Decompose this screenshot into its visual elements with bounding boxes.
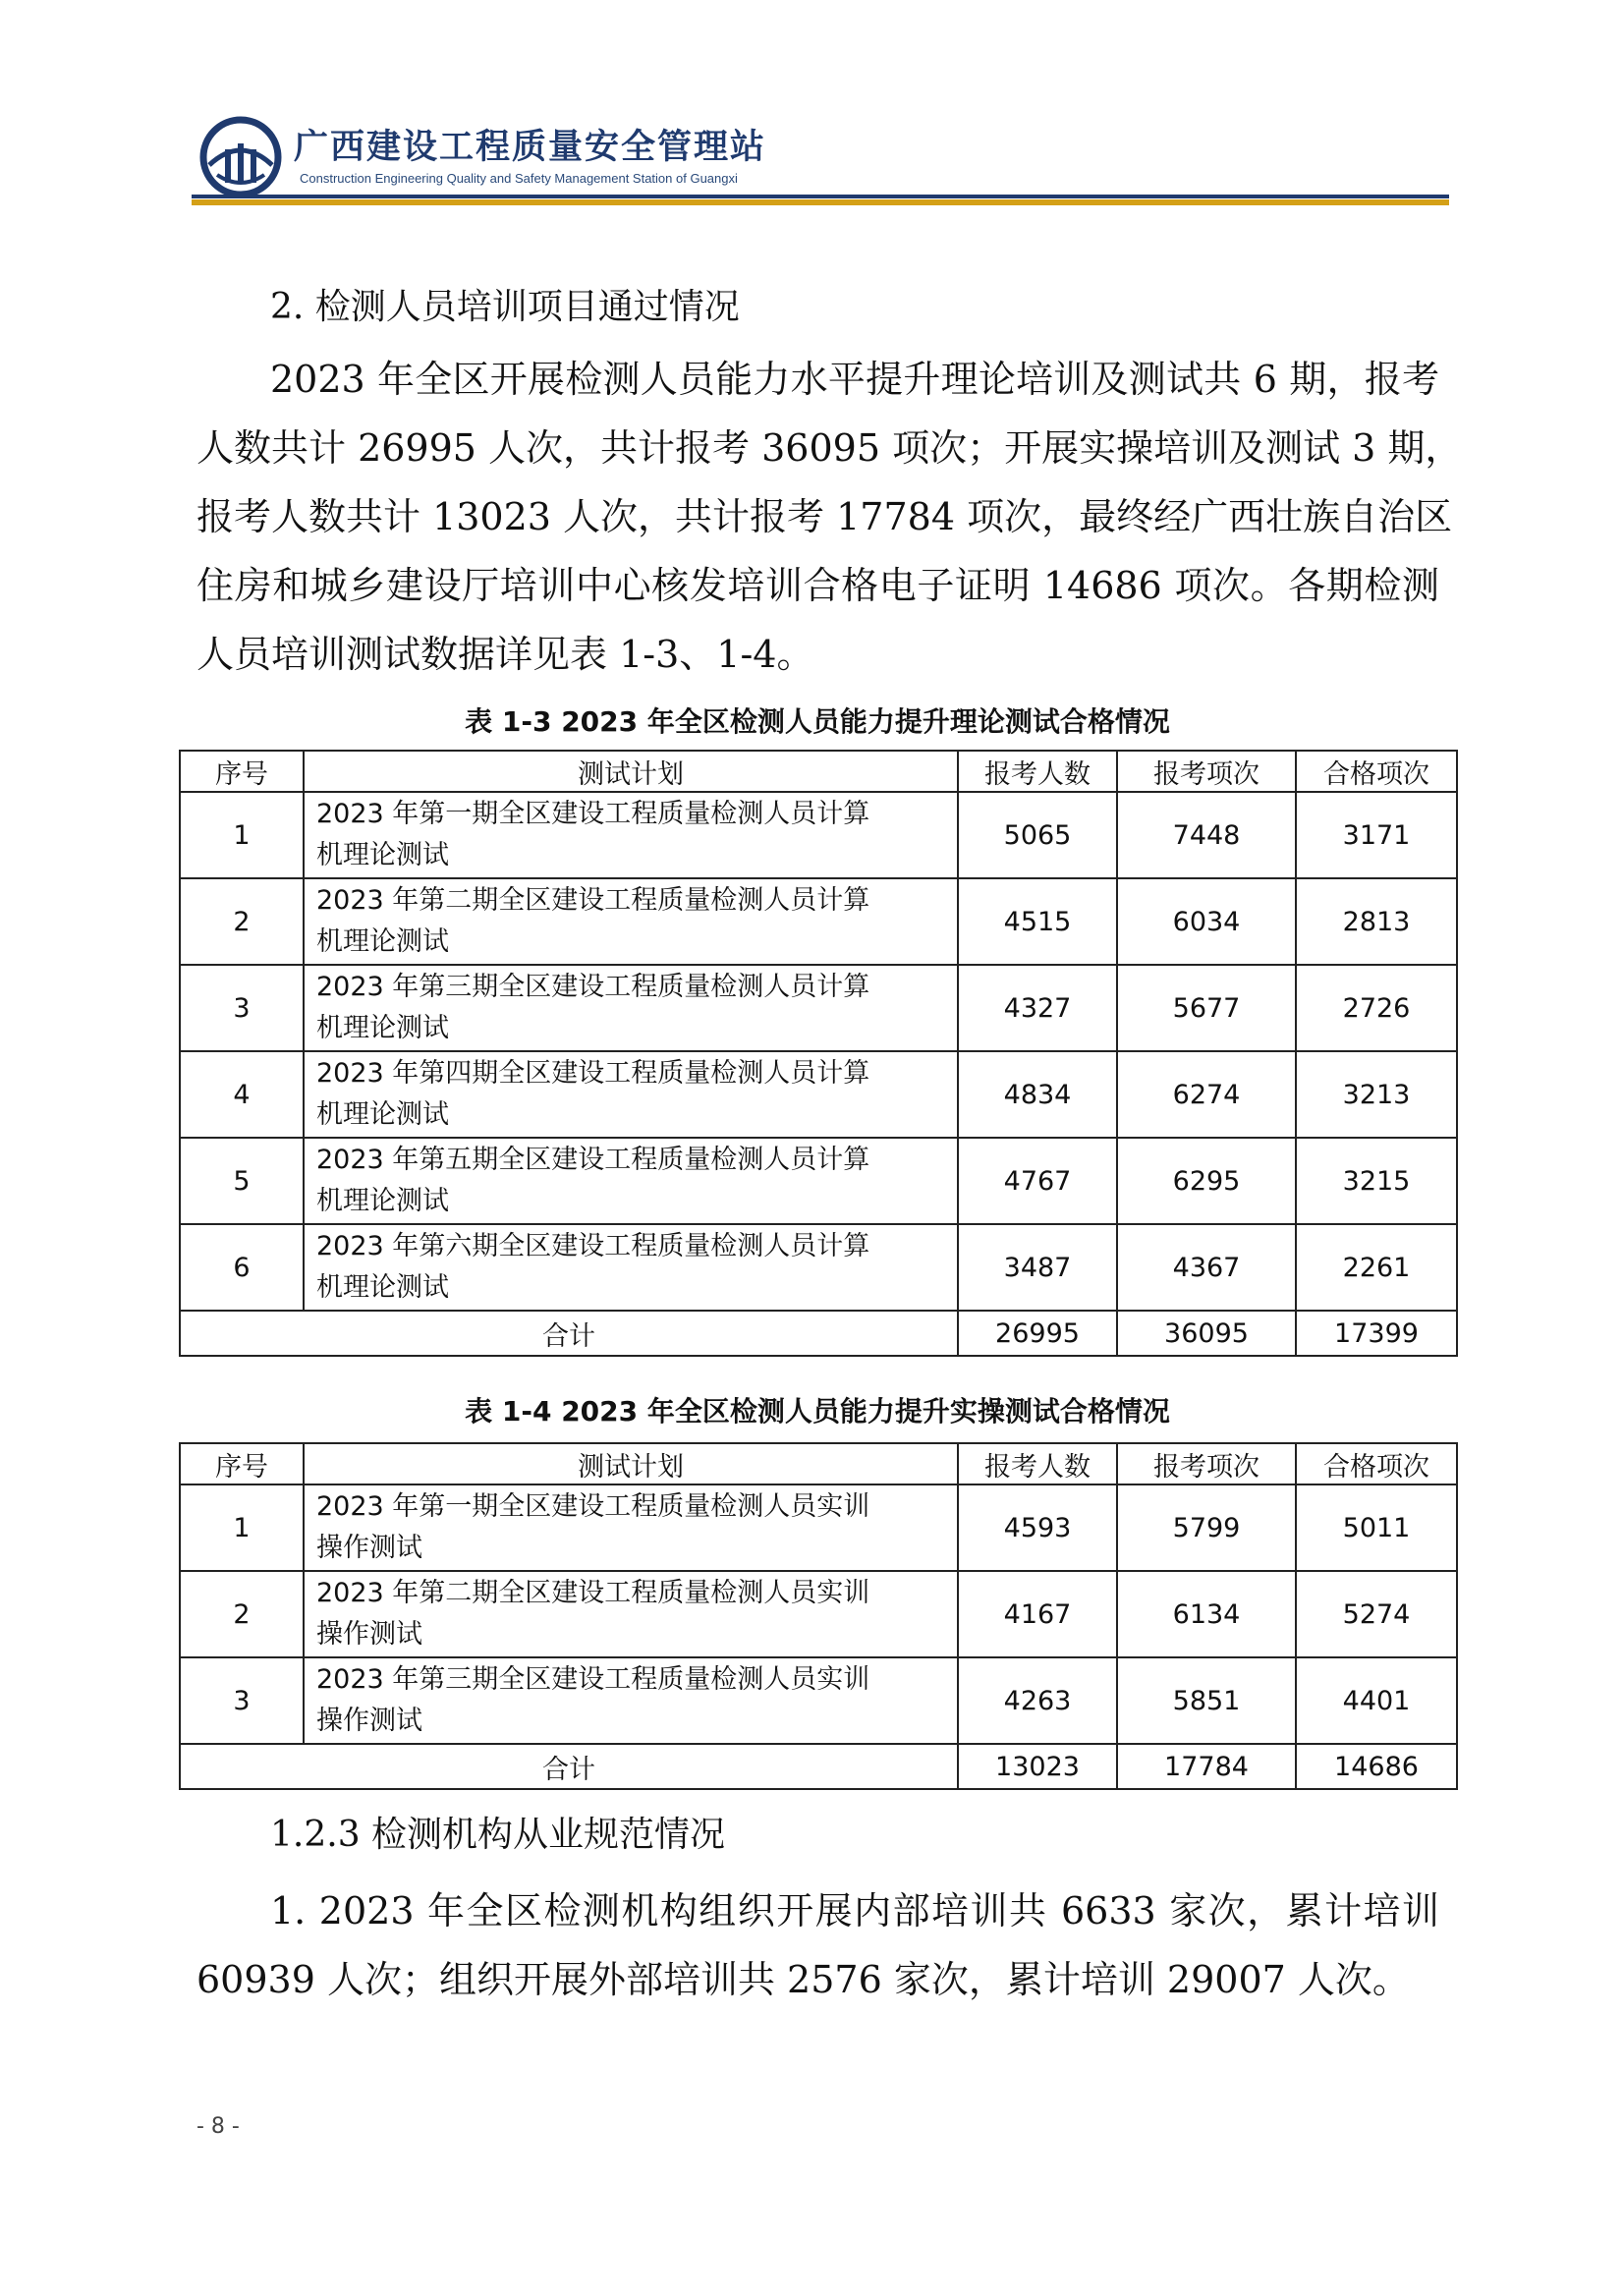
table-row bbox=[180, 878, 1457, 965]
cell-plan bbox=[304, 1051, 958, 1138]
header-items: 报考项次 bbox=[1117, 751, 1296, 792]
cell-applicants: 4767 bbox=[958, 1138, 1117, 1224]
cell-items: 6295 bbox=[1117, 1138, 1296, 1224]
cell-seq: 2 bbox=[180, 878, 304, 965]
plan-line: 操作测试 bbox=[316, 1706, 422, 1736]
table-1-3-title: 表 1-3 2023 年全区检测人员能力提升理论测试合格情况 bbox=[465, 705, 1170, 738]
page-header bbox=[192, 110, 1449, 208]
header-divider-blue bbox=[192, 195, 1449, 198]
cell-items: 5677 bbox=[1117, 965, 1296, 1051]
cell-plan bbox=[304, 1224, 958, 1311]
plan-line: 机理论测试 bbox=[316, 1272, 449, 1303]
cell-items: 5851 bbox=[1117, 1657, 1296, 1744]
cell-seq: 3 bbox=[180, 1657, 304, 1744]
cell-passed: 4401 bbox=[1296, 1657, 1457, 1744]
plan-line: 机理论测试 bbox=[316, 1186, 449, 1216]
cell-applicants: 3487 bbox=[958, 1224, 1117, 1311]
cell-plan bbox=[304, 965, 958, 1051]
cell-applicants: 4167 bbox=[958, 1571, 1117, 1657]
cell-total-items: 36095 bbox=[1117, 1311, 1296, 1356]
plan-line: 机理论测试 bbox=[316, 926, 449, 957]
plan-line: 2023 年第五期全区建设工程质量检测人员计算 bbox=[316, 1145, 870, 1175]
cell-applicants: 4327 bbox=[958, 965, 1117, 1051]
cell-passed: 2726 bbox=[1296, 965, 1457, 1051]
cell-seq: 5 bbox=[180, 1138, 304, 1224]
cell-passed: 2813 bbox=[1296, 878, 1457, 965]
table-row bbox=[180, 1571, 1457, 1657]
cell-passed: 3215 bbox=[1296, 1138, 1457, 1224]
cell-plan bbox=[304, 1484, 958, 1571]
plan-line: 2023 年第一期全区建设工程质量检测人员计算 bbox=[316, 799, 870, 829]
page-number: - 8 - bbox=[196, 2114, 240, 2139]
paragraph-line: 2023 年全区开展检测人员能力水平提升理论培训及测试共 6 期，报考 bbox=[270, 358, 1439, 401]
plan-line: 机理论测试 bbox=[316, 1099, 449, 1130]
plan-line: 2023 年第六期全区建设工程质量检测人员计算 bbox=[316, 1231, 870, 1261]
table-row bbox=[180, 1484, 1457, 1571]
cell-passed: 2261 bbox=[1296, 1224, 1457, 1311]
cell-total-applicants: 13023 bbox=[958, 1744, 1117, 1789]
cell-items: 6134 bbox=[1117, 1571, 1296, 1657]
paragraph-line: 报考人数共计 13023 人次，共计报考 17784 项次，最终经广西壮族自治区 bbox=[196, 495, 1453, 538]
plan-line: 2023 年第一期全区建设工程质量检测人员实训 bbox=[316, 1491, 870, 1522]
organization-logo-icon bbox=[199, 116, 282, 198]
organization-name-english: Construction Engineering Quality and Safety Management Station of Guangxi bbox=[300, 171, 738, 186]
cell-seq: 1 bbox=[180, 1484, 304, 1571]
table-total-row bbox=[180, 1744, 1457, 1789]
header-seq: 序号 bbox=[180, 751, 304, 792]
cell-plan bbox=[304, 792, 958, 878]
cell-items: 7448 bbox=[1117, 792, 1296, 878]
table-1-4 bbox=[179, 1442, 1458, 1790]
subsection-heading: 1.2.3 检测机构从业规范情况 bbox=[270, 1815, 726, 1855]
plan-line: 机理论测试 bbox=[316, 1013, 449, 1043]
cell-applicants: 4515 bbox=[958, 878, 1117, 965]
cell-seq: 4 bbox=[180, 1051, 304, 1138]
table-header-row bbox=[180, 1443, 1457, 1484]
cell-seq: 3 bbox=[180, 965, 304, 1051]
paragraph-line: 60939 人次；组织开展外部培训共 2576 家次，累计培训 29007 人次。 bbox=[196, 1958, 1410, 2001]
cell-plan bbox=[304, 1657, 958, 1744]
plan-line: 机理论测试 bbox=[316, 840, 449, 870]
cell-seq: 2 bbox=[180, 1571, 304, 1657]
cell-total-items: 17784 bbox=[1117, 1744, 1296, 1789]
cell-total-label: 合计 bbox=[180, 1744, 958, 1789]
cell-total-passed: 17399 bbox=[1296, 1311, 1457, 1356]
cell-plan bbox=[304, 1571, 958, 1657]
plan-line: 操作测试 bbox=[316, 1533, 422, 1563]
table-row bbox=[180, 965, 1457, 1051]
cell-applicants: 5065 bbox=[958, 792, 1117, 878]
cell-seq: 6 bbox=[180, 1224, 304, 1311]
section-heading: 2. 检测人员培训项目通过情况 bbox=[270, 287, 740, 327]
header-passed: 合格项次 bbox=[1296, 751, 1457, 792]
header-seq: 序号 bbox=[180, 1443, 304, 1484]
cell-applicants: 4263 bbox=[958, 1657, 1117, 1744]
cell-items: 6274 bbox=[1117, 1051, 1296, 1138]
table-header-row bbox=[180, 751, 1457, 792]
training-paragraph bbox=[196, 1876, 1439, 2014]
cell-plan bbox=[304, 1138, 958, 1224]
cell-seq: 1 bbox=[180, 792, 304, 878]
paragraph-line: 住房和城乡建设厅培训中心核发培训合格电子证明 14686 项次。各期检测 bbox=[196, 564, 1439, 607]
table-row bbox=[180, 1138, 1457, 1224]
header-applicants: 报考人数 bbox=[958, 1443, 1117, 1484]
plan-line: 2023 年第二期全区建设工程质量检测人员计算 bbox=[316, 885, 870, 916]
table-1-4-title: 表 1-4 2023 年全区检测人员能力提升实操测试合格情况 bbox=[465, 1395, 1170, 1428]
cell-passed: 3213 bbox=[1296, 1051, 1457, 1138]
plan-line: 操作测试 bbox=[316, 1619, 422, 1650]
cell-applicants: 4834 bbox=[958, 1051, 1117, 1138]
header-divider-gold bbox=[192, 199, 1449, 205]
cell-passed: 5274 bbox=[1296, 1571, 1457, 1657]
table-total-row bbox=[180, 1311, 1457, 1356]
plan-line: 2023 年第三期全区建设工程质量检测人员实训 bbox=[316, 1664, 870, 1695]
paragraph-line: 人员培训测试数据详见表 1-3、1-4。 bbox=[196, 633, 814, 676]
intro-paragraph bbox=[196, 345, 1463, 689]
cell-applicants: 4593 bbox=[958, 1484, 1117, 1571]
table-row bbox=[180, 1051, 1457, 1138]
header-items: 报考项次 bbox=[1117, 1443, 1296, 1484]
organization-name: 广西建设工程质量安全管理站 bbox=[294, 128, 767, 167]
header-plan: 测试计划 bbox=[304, 1443, 958, 1484]
cell-total-applicants: 26995 bbox=[958, 1311, 1117, 1356]
table-1-3 bbox=[179, 750, 1458, 1357]
cell-items: 4367 bbox=[1117, 1224, 1296, 1311]
table-row bbox=[180, 1224, 1457, 1311]
header-plan: 测试计划 bbox=[304, 751, 958, 792]
plan-line: 2023 年第四期全区建设工程质量检测人员计算 bbox=[316, 1058, 870, 1089]
paragraph-line: 人数共计 26995 人次，共计报考 36095 项次；开展实操培训及测试 3 期， bbox=[196, 426, 1463, 470]
cell-total-label: 合计 bbox=[180, 1311, 958, 1356]
header-passed: 合格项次 bbox=[1296, 1443, 1457, 1484]
table-row bbox=[180, 792, 1457, 878]
cell-items: 6034 bbox=[1117, 878, 1296, 965]
cell-plan bbox=[304, 878, 958, 965]
cell-total-passed: 14686 bbox=[1296, 1744, 1457, 1789]
plan-line: 2023 年第三期全区建设工程质量检测人员计算 bbox=[316, 972, 870, 1002]
cell-passed: 5011 bbox=[1296, 1484, 1457, 1571]
table-row bbox=[180, 1657, 1457, 1744]
header-applicants: 报考人数 bbox=[958, 751, 1117, 792]
paragraph-line: 1. 2023 年全区检测机构组织开展内部培训共 6633 家次，累计培训 bbox=[270, 1889, 1439, 1932]
cell-passed: 3171 bbox=[1296, 792, 1457, 878]
cell-items: 5799 bbox=[1117, 1484, 1296, 1571]
plan-line: 2023 年第二期全区建设工程质量检测人员实训 bbox=[316, 1578, 870, 1608]
